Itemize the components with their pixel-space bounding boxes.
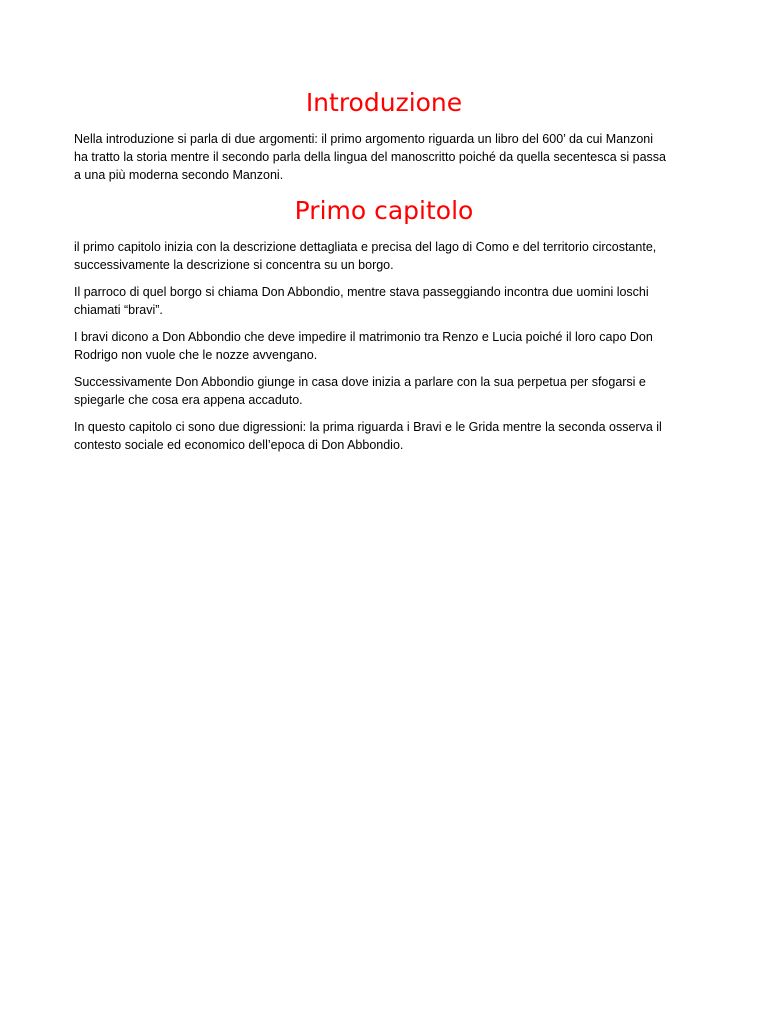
paragraph-line: In questo capitolo ci sono due digressioni: la prima riguarda i Bravi e le Grida mentre la seconda osserva il bbox=[74, 420, 662, 434]
paragraph-line: a una più moderna secondo Manzoni. bbox=[74, 168, 284, 182]
paragraph-line: Rodrigo non vuole che le nozze avvengano. bbox=[74, 348, 318, 362]
paragraph-introduzione bbox=[74, 130, 694, 184]
paragraph-primo-capitolo-1 bbox=[74, 238, 694, 274]
paragraph-primo-capitolo-2 bbox=[74, 283, 694, 319]
paragraph-line: contesto sociale ed economico dell’epoca di Don Abbondio. bbox=[74, 438, 404, 452]
paragraph-line: Il parroco di quel borgo si chiama Don Abbondio, mentre stava passeggiando incontra due uomini loschi bbox=[74, 285, 649, 299]
paragraph-line: chiamati “bravi”. bbox=[74, 303, 163, 317]
paragraph-line: Successivamente Don Abbondio giunge in casa dove inizia a parlare con la sua perpetua per sfogarsi e bbox=[74, 375, 646, 389]
paragraph-line: spiegarle che cosa era appena accaduto. bbox=[74, 393, 303, 407]
section-title-introduzione: Introduzione bbox=[305, 88, 463, 117]
paragraph-primo-capitolo-3 bbox=[74, 328, 694, 364]
paragraph-primo-capitolo-4 bbox=[74, 373, 694, 409]
paragraph-primo-capitolo-5 bbox=[74, 418, 694, 454]
paragraph-line: ha tratto la storia mentre il secondo parla della lingua del manoscritto poiché da quella secentesca si passa bbox=[74, 150, 667, 164]
section-title-primo-capitolo: Primo capitolo bbox=[294, 196, 474, 225]
paragraph-line: successivamente la descrizione si concentra su un borgo. bbox=[74, 258, 394, 272]
paragraph-line: il primo capitolo inizia con la descrizione dettagliata e precisa del lago di Como e del territorio circostante, bbox=[74, 240, 657, 254]
paragraph-line: I bravi dicono a Don Abbondio che deve impedire il matrimonio tra Renzo e Lucia poiché il loro capo Don bbox=[74, 330, 653, 344]
paragraph-line: Nella introduzione si parla di due argomenti: il primo argomento riguarda un libro del 600’ da cui Manzoni bbox=[74, 132, 654, 146]
